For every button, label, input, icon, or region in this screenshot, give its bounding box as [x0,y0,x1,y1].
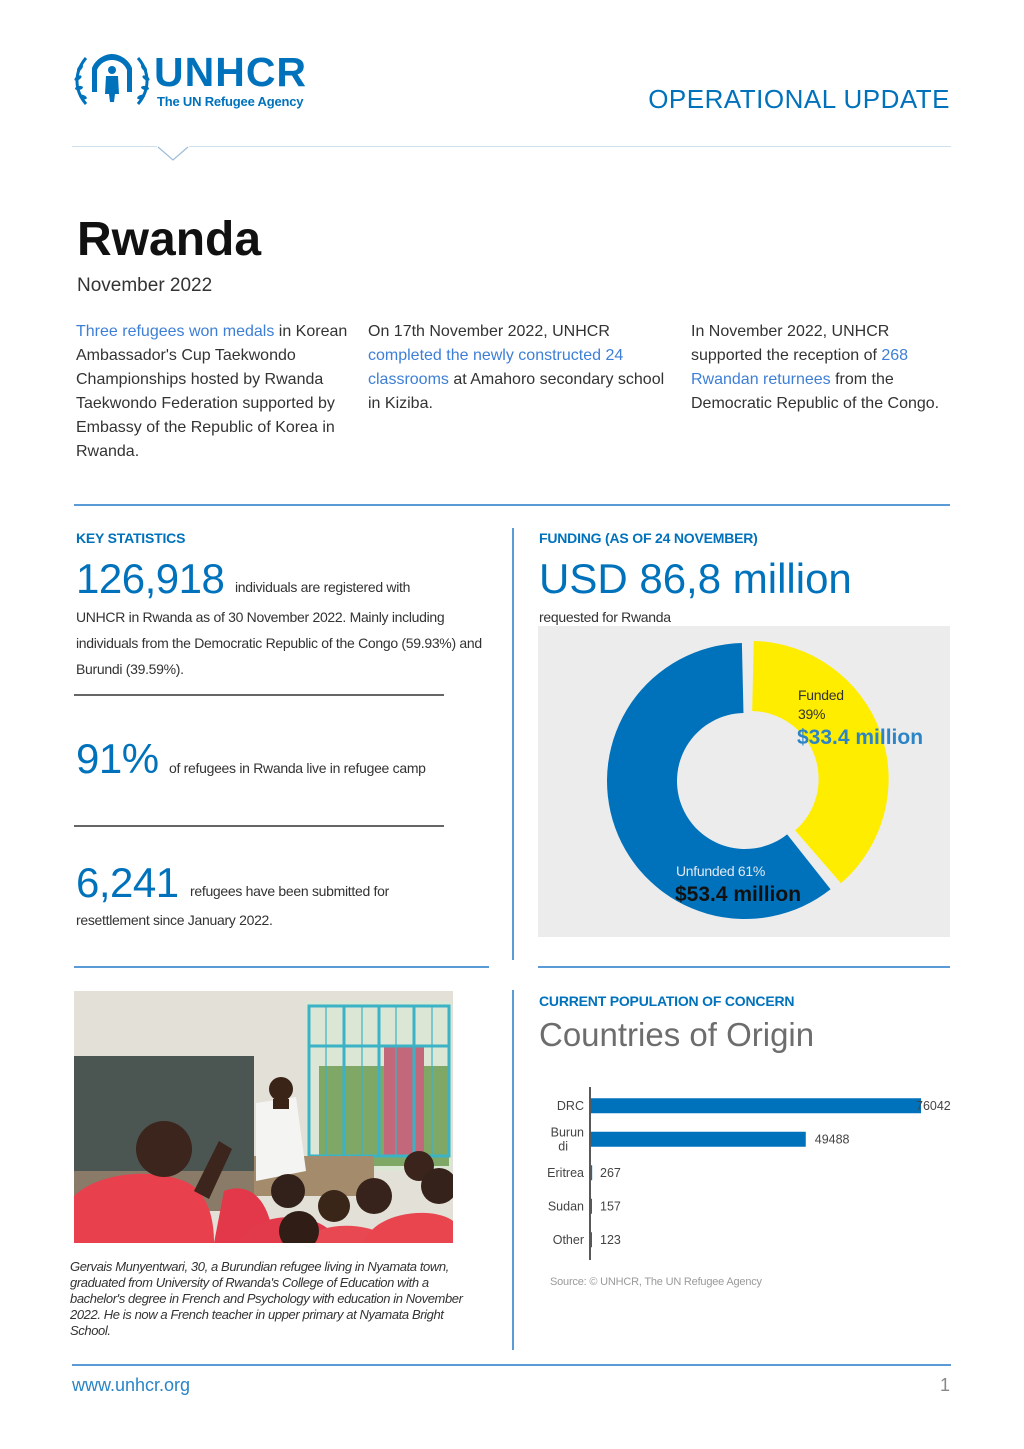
stat-registered-value: 126,918 [76,555,225,602]
column-divider [512,528,514,960]
stat-resettlement-body: resettlement since January 2022. [76,912,273,928]
section-divider [74,504,950,506]
unfunded-percent: 61% [737,863,766,879]
highlight-text: at Amahoro secondary school in Kiziba. [368,371,665,412]
category-label: Eritrea [547,1165,584,1180]
stat-registered-body: UNHCR in Rwanda as of 30 November 2022. Mainly including individuals from the Democratic Republic of the Congo (59.93%) and Burundi (39.59%). [76,609,482,677]
header-divider [72,146,951,147]
funded-percent: 39% [798,706,826,722]
unfunded-name: Unfunded [676,863,735,879]
bar-burundi [591,1132,806,1147]
funding-amount: USD 86,8 million [539,555,852,602]
funded-amount: $33.4 million [797,726,924,749]
highlight-link[interactable]: 268 Rwandan returnees [691,347,909,388]
page-number: 1 [939,1375,950,1395]
bar-eritrea [591,1165,592,1180]
section-divider [538,966,950,968]
chevron-down-icon [157,146,189,162]
footer-website-link[interactable]: www.unhcr.org [72,1375,191,1395]
population-title: Countries of Origin [539,1016,815,1053]
stat-camp-value: 91% [76,735,159,782]
funding-donut-chart [538,626,950,937]
logo-tagline: The UN Refugee Agency [157,94,304,109]
photo-caption: Gervais Munyentwari, 30, a Burundian refugee living in Nyamata town, graduated from University of Rwanda's College of Education with a bachelor's degree in French and Psychology with education in November 2022. He is now a French teacher in upper primary at Nyamata Bright School. [70,1259,463,1338]
key-statistics-label: KEY STATISTICS [76,530,186,546]
population-label: CURRENT POPULATION OF CONCERN [539,993,795,1009]
stat-resettlement-text: refugees have been submitted for [190,883,389,899]
funded-label [798,686,844,724]
highlight-1 [76,320,356,464]
classroom-photo [74,991,453,1243]
highlight-text: from the Democratic Republic of the Congo. [691,371,940,412]
category-label: Other [552,1232,584,1247]
value-label: 49488 [814,1132,850,1147]
stat-resettlement-value: 6,241 [76,859,179,906]
chart-source: Source: © UNHCR, The UN Refugee Agency [550,1276,762,1288]
logo-wordmark: UNHCR [154,49,308,95]
section-divider [74,966,489,968]
bar-drc [591,1098,921,1113]
unhcr-emblem-icon [72,50,152,114]
highlight-link[interactable]: completed the newly constructed 24 classrooms [368,347,624,388]
funding-subtitle: requested for Rwanda [539,609,671,625]
page-date: November 2022 [77,275,213,296]
page-title: Rwanda [77,213,262,266]
countries-bar-chart [538,1085,958,1260]
footer-divider [72,1364,951,1366]
highlight-2 [368,320,673,416]
stat-camp-text: of refugees in Rwanda live in refugee camp [169,760,426,776]
value-label: 157 [600,1199,621,1214]
document-type: OPERATIONAL UPDATE [648,84,950,114]
highlight-text: In November 2022, UNHCR supported the reception of [691,323,890,364]
bar-other [591,1232,592,1247]
unfunded-amount: $53.4 million [675,883,802,906]
unfunded-label [676,863,765,879]
highlight-text: in Korean Ambassador's Cup Taekwondo Championships hosted by Rwanda Taekwondo Federation supported by Embassy of the Republic of Korea in Rwanda. [76,323,348,460]
category-label: DRC [556,1098,584,1113]
category-label: Sudan [547,1199,584,1214]
value-label: 267 [600,1165,621,1180]
highlight-link[interactable]: Three refugees won medals [76,323,275,340]
stat-registered-text: individuals are registered with [235,579,411,595]
value-label: 76042 [916,1098,951,1113]
value-label: 123 [600,1232,621,1247]
highlight-3 [691,320,946,416]
stat-divider [74,825,444,827]
funded-name: Funded [798,687,844,703]
funding-label: FUNDING (AS OF 24 NOVEMBER) [539,530,758,546]
column-divider [512,990,514,1350]
category-label: Burun di [550,1125,584,1154]
bar-sudan [591,1199,592,1214]
photo-illustration [74,991,453,1243]
highlight-text: On 17th November 2022, UNHCR [368,323,610,340]
stat-divider [74,694,444,696]
